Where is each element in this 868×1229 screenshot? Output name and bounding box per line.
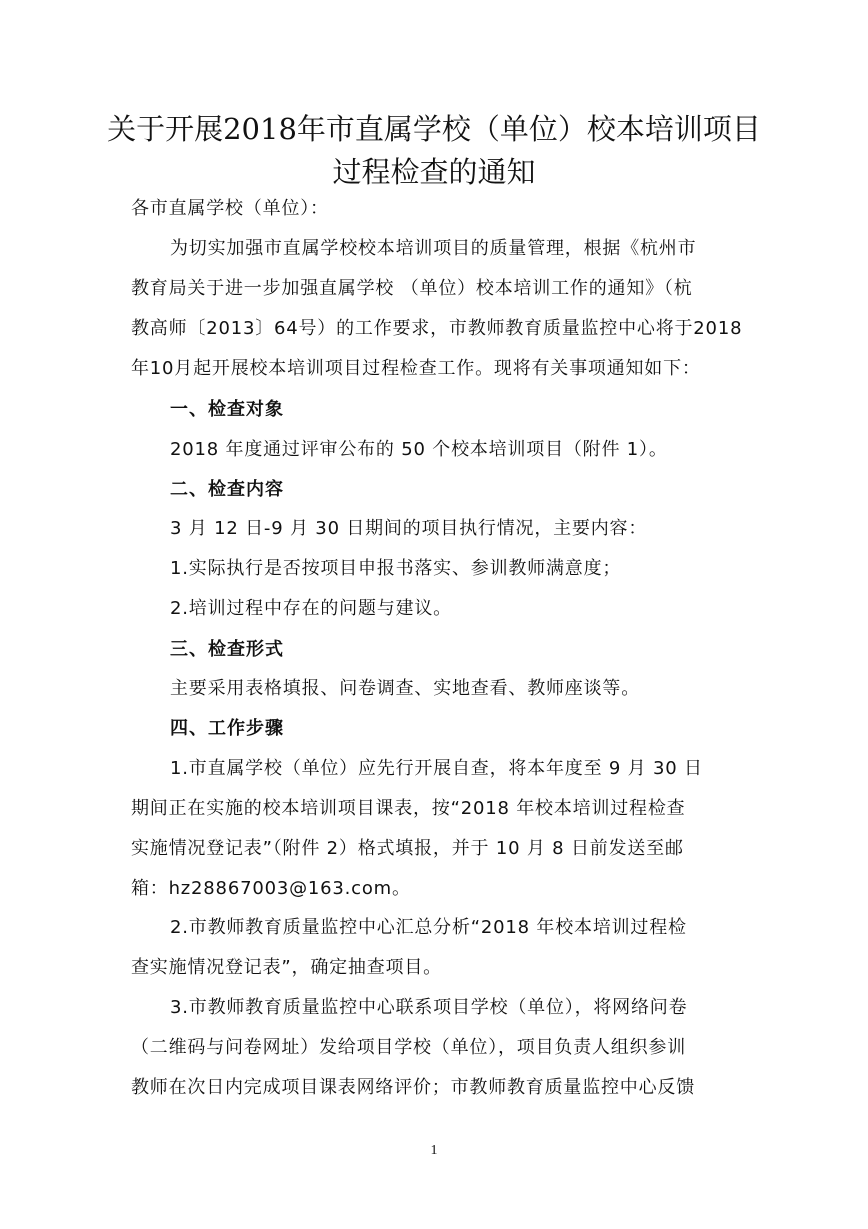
section-2-line-3: 2.培训过程中存在的问题与建议。 [170, 598, 452, 619]
section-heading-4: 四、工作步骤 [170, 718, 284, 739]
section-2-line-2: 1.实际执行是否按项目申报书落实、参训教师满意度； [170, 558, 622, 579]
step-1-line-1: 1.市直属学校（单位）应先行开展自查，将本年度至 9 月 30 日 [170, 758, 703, 779]
document-title-line-1: 关于开展2018年市直属学校（单位）校本培训项目 [107, 112, 761, 146]
intro-line-3: 教高师〔2013〕64号）的工作要求，市教师教育质量监控中心将于2018 [131, 318, 743, 339]
step-3-line-3: 教师在次日内完成项目课表网络评价；市教师教育质量监控中心反馈 [131, 1077, 695, 1098]
section-heading-2: 二、检查内容 [170, 479, 284, 500]
intro-line-4: 年10月起开展校本培训项目过程检查工作。现将有关事项通知如下： [131, 358, 701, 379]
section-heading-3: 三、检查形式 [170, 639, 284, 660]
step-3-line-2: （二维码与问卷网址）发给项目学校（单位），项目负责人组织参训 [131, 1037, 686, 1058]
step-1-line-3: 实施情况登记表”（附件 2）格式填报，并于 10 月 8 日前发送至邮 [131, 838, 684, 859]
section-heading-1: 一、检查对象 [170, 399, 284, 420]
intro-line-1: 为切实加强市直属学校校本培训项目的质量管理，根据《杭州市 [170, 238, 697, 259]
step-3-line-1: 3.市教师教育质量监控中心联系项目学校（单位），将网络问卷 [170, 997, 688, 1018]
step-1-line-4: 箱：hz28867003@163.com。 [131, 878, 411, 899]
section-3-text: 主要采用表格填报、问卷调查、实地查看、教师座谈等。 [170, 678, 640, 699]
document-title-line-2: 过程检查的通知 [332, 155, 536, 189]
intro-line-2: 教育局关于进一步加强直属学校 （单位）校本培训工作的通知》（杭 [131, 278, 693, 299]
page-number: 1 [430, 1143, 438, 1158]
section-1-text: 2018 年度通过评审公布的 50 个校本培训项目（附件 1）。 [170, 439, 668, 460]
step-2-line-2: 查实施情况登记表”，确定抽查项目。 [131, 957, 442, 978]
section-2-line-1: 3 月 12 日-9 月 30 日期间的项目执行情况，主要内容： [170, 518, 648, 539]
step-1-line-2: 期间正在实施的校本培训项目课表，按“2018 年校本培训过程检查 [131, 798, 686, 819]
salutation: 各市直属学校（单位）： [131, 198, 329, 219]
step-2-line-1: 2.市教师教育质量监控中心汇总分析“2018 年校本培训过程检 [170, 917, 687, 938]
